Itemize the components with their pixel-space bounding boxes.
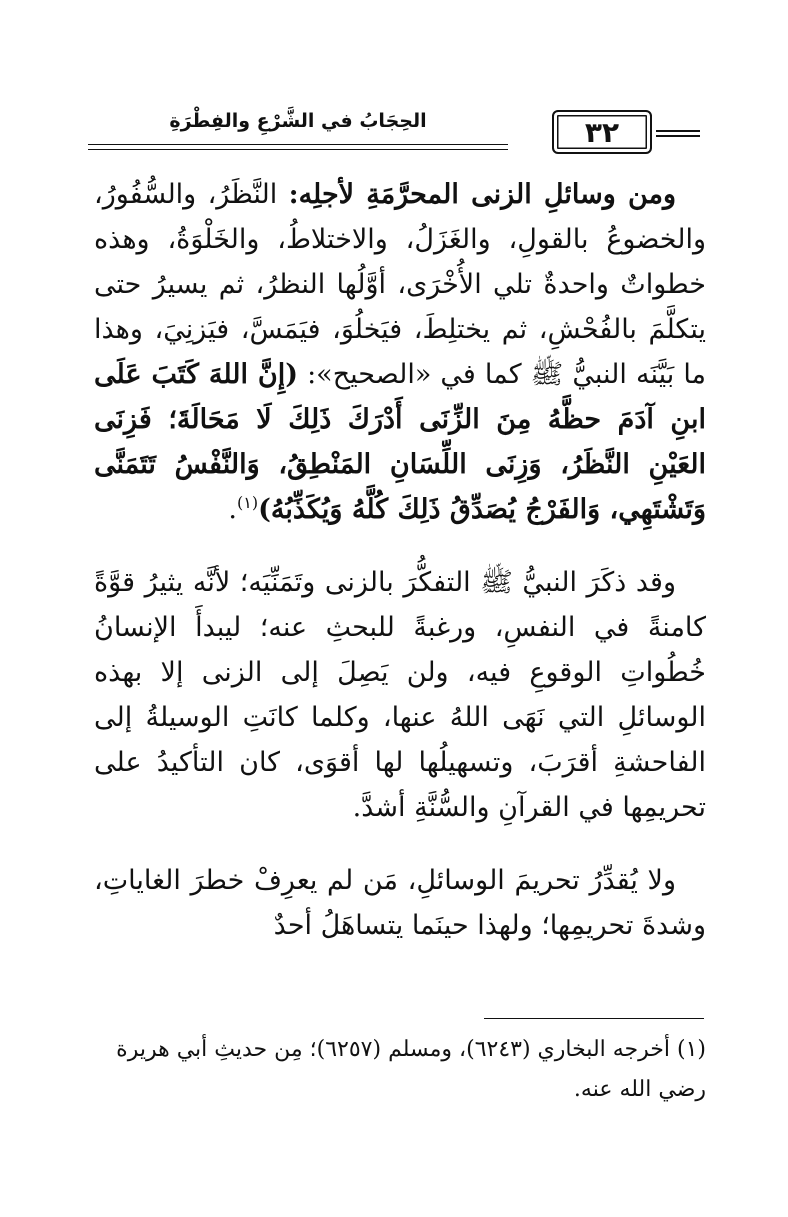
paragraph-3: ولا يُقدِّرُ تحريمَ الوسائلِ، مَن لم يعرِفْ خطرَ الغاياتِ، وشدةَ تحريمِها؛ ولهذا حينَما يتساهَلُ أحدٌ bbox=[94, 865, 706, 941]
running-title: الحِجَابُ في الشَّرْعِ والفِطْرَةِ bbox=[169, 110, 427, 132]
paragraph-text: النَّظَرُ، والسُّفُورُ، والخضوعُ بالقولِ، والغَزَلُ، والاختلاطُ، والخَلْوَةُ، وهذه خطواتٌ واحدةٌ تلي الأُخْرَى، أوَّلُها النظرُ، ثم يسيرُ حتى يتكلَّمَ بالفُحْشِ، ثم يختلِطَ، فيَخلُوَ، فيَمَسَّ، فيَزنِيَ، وهذا ما بَيَّنَه النبيُّ ﷺ كما في «الصحيح»: bbox=[94, 179, 707, 390]
footnote: (١) أخرجه البخاري (٦٢٤٣)، ومسلم (٦٢٥٧)؛ مِن حديثِ أبي هريرة رضي الله عنه. bbox=[116, 1037, 706, 1102]
bold-lead: ومن وسائلِ الزنى المحرَّمَةِ لأجلِه: bbox=[288, 179, 676, 210]
hadith-quote: (إِنَّ اللهَ كَتَبَ عَلَى ابنِ آدَمَ حظَّهُ مِنَ الزِّنَى أَدْرَكَ ذَلِكَ لَا مَحَالَةَ؛ فَزِنَى العَيْنِ النَّظَرُ، وَزِنَى اللِّسَانِ المَنْطِقُ، وَالنَّفْسُ تَتَمَنَّى وَتَشْتَهِي، وَالفَرْجُ يُصَدِّقُ ذَلِكَ كُلَّهُ وَيُكَذِّبُهُ) bbox=[94, 359, 706, 525]
header-rule bbox=[88, 144, 508, 145]
page-header bbox=[88, 104, 700, 156]
body-text bbox=[94, 172, 706, 976]
header-rule bbox=[656, 135, 700, 137]
header-rule bbox=[656, 130, 700, 132]
page-number: ٣٢ bbox=[552, 110, 652, 154]
header-rule bbox=[88, 149, 508, 150]
paragraph-1 bbox=[94, 172, 706, 532]
paragraph-end: . bbox=[228, 494, 237, 525]
paragraph-2: وقد ذكَرَ النبيُّ ﷺ التفكُّرَ بالزنى وتَمَنِّيَه؛ لأنَّه يثيرُ قوَّةً كامنةً في النفسِ، ورغبةً للبحثِ عنه؛ ليبدأَ الإنسانُ خُطُواتِ الوقوعِ فيه، ولن يَصِلَ إلى الزنى إلا بهذه الوسائلِ التي نَهَى اللهُ عنها، وكلما كانَتِ الوسيلةُ إلى الفاحشةِ أقرَبَ، وتسهيلُها لها أقوَى، كان التأكيدُ على تحريمِها في القرآنِ والسُّنَّةِ أشدَّ. bbox=[94, 567, 706, 823]
footnote-reference: (١) bbox=[236, 493, 259, 512]
footnote-separator bbox=[484, 1018, 704, 1019]
